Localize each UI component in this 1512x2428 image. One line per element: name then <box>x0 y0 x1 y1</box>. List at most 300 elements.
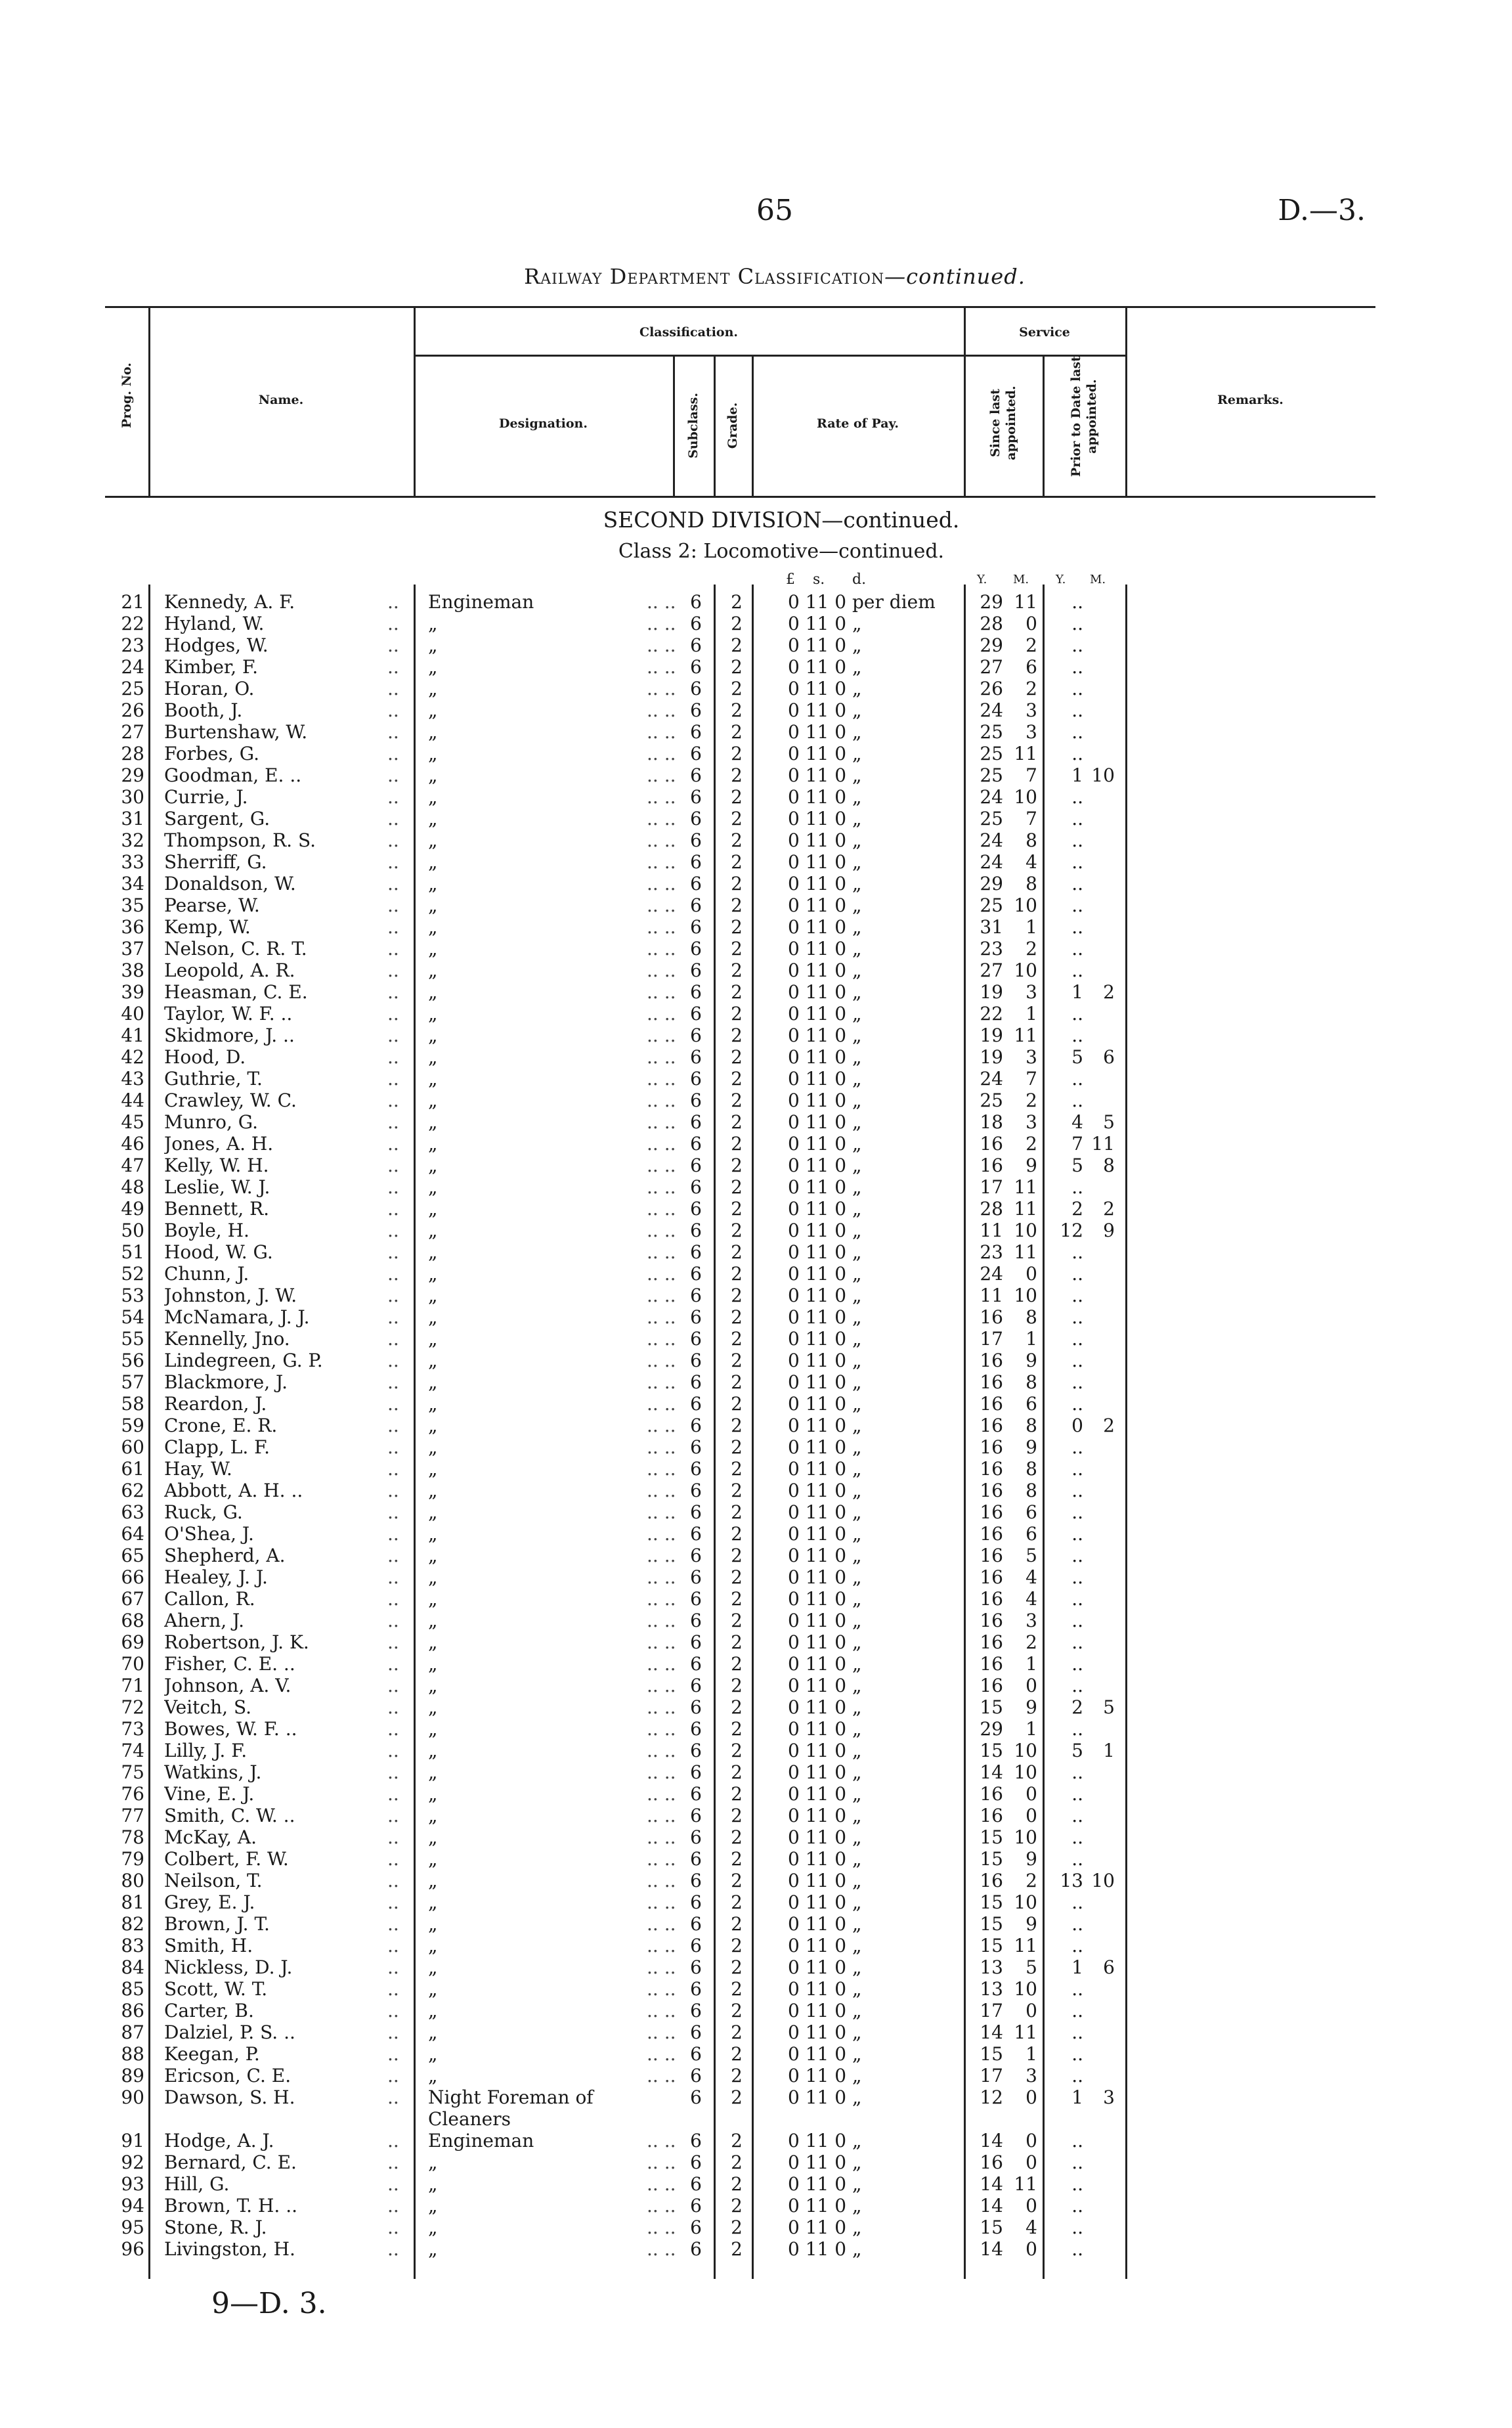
table-row <box>0 1111 1512 1134</box>
row-prior-months: 5 <box>1103 1696 1115 1718</box>
table-row <box>0 1350 1512 1372</box>
table-row <box>0 1306 1512 1329</box>
row-since-years: 25 <box>980 1090 1003 1111</box>
row-leader-dots: .. <box>387 1805 399 1826</box>
row-since-months: 7 <box>1026 764 1037 786</box>
row-designation: „ <box>428 699 438 721</box>
unit-years: Y. <box>1056 573 1066 586</box>
row-prior-years: .. <box>1071 1393 1083 1415</box>
row-since-months: 6 <box>1026 1501 1037 1523</box>
row-name: Robertson, J. K. <box>164 1631 309 1653</box>
row-subclass: 6 <box>690 1306 702 1328</box>
page-number: 65 <box>756 194 793 227</box>
row-rate-of-pay: 0 11 0 „ <box>788 1263 862 1285</box>
table-row <box>0 1566 1512 1589</box>
row-leader-dots: .. .. <box>647 1306 676 1328</box>
row-prior-months: 3 <box>1103 2086 1115 2108</box>
row-grade: 2 <box>731 1436 743 1458</box>
row-subclass: 6 <box>690 1003 702 1025</box>
row-leader-dots: .. .. <box>647 981 676 1003</box>
row-leader-dots: .. <box>387 1306 399 1328</box>
table-row <box>0 1956 1512 1979</box>
row-since-years: 16 <box>980 1133 1003 1155</box>
row-number: 25 <box>121 678 144 699</box>
row-number: 61 <box>121 1458 144 1480</box>
row-since-years: 16 <box>980 2152 1003 2173</box>
row-designation: „ <box>428 829 438 851</box>
row-since-months: 9 <box>1026 1913 1037 1935</box>
row-subclass: 6 <box>690 1523 702 1545</box>
row-leader-dots: .. .. <box>647 678 676 699</box>
row-grade: 2 <box>731 1696 743 1718</box>
row-since-months: 3 <box>1026 721 1037 743</box>
row-number: 73 <box>121 1718 144 1740</box>
row-grade: 2 <box>731 1133 743 1155</box>
row-name: Boyle, H. <box>164 1220 249 1241</box>
row-rate-of-pay: 0 11 0 „ <box>788 1285 862 1306</box>
row-number: 49 <box>121 1198 144 1220</box>
row-name: Keegan, P. <box>164 2043 260 2065</box>
row-name: Stone, R. J. <box>164 2217 267 2238</box>
row-leader-dots: .. .. <box>647 960 676 981</box>
table-row <box>0 786 1512 808</box>
row-grade: 2 <box>731 1935 743 1956</box>
row-subclass: 6 <box>690 2021 702 2043</box>
row-grade: 2 <box>731 1631 743 1653</box>
row-grade: 2 <box>731 613 743 634</box>
row-since-months: 8 <box>1026 1480 1037 1501</box>
row-rate-of-pay: 0 11 0 „ <box>788 1415 862 1436</box>
header-prior-to-date: Prior to Date last appointed. <box>1069 355 1099 477</box>
row-rate-of-pay: 0 11 0 „ <box>788 1328 862 1350</box>
row-name: Hodges, W. <box>164 634 269 656</box>
row-designation: „ <box>428 1436 438 1458</box>
table-row <box>0 1696 1512 1719</box>
table-row <box>0 960 1512 982</box>
unit-shillings: s. <box>813 571 825 588</box>
row-prior-years: .. <box>1071 1761 1083 1783</box>
row-leader-dots: .. <box>387 1870 399 1891</box>
row-leader-dots: .. .. <box>647 938 676 960</box>
row-leader-dots: .. <box>387 1198 399 1220</box>
row-since-years: 16 <box>980 1415 1003 1436</box>
row-designation: „ <box>428 1935 438 1956</box>
row-rate-of-pay: 0 11 0 „ <box>788 1653 862 1675</box>
row-number: 88 <box>121 2043 144 2065</box>
row-prior-years: .. <box>1071 1306 1083 1328</box>
row-leader-dots: .. <box>387 1545 399 1566</box>
row-since-months: 10 <box>1014 894 1037 916</box>
row-prior-years: 5 <box>1071 1155 1083 1176</box>
row-subclass: 6 <box>690 2238 702 2260</box>
row-name: McNamara, J. J. <box>164 1306 310 1328</box>
row-since-years: 16 <box>980 1805 1003 1826</box>
row-since-months: 10 <box>1014 1826 1037 1848</box>
row-name: Colbert, F. W. <box>164 1848 289 1870</box>
row-subclass: 6 <box>690 1826 702 1848</box>
row-grade: 2 <box>731 1978 743 2000</box>
row-prior-years: .. <box>1071 2043 1083 2065</box>
row-designation: „ <box>428 1068 438 1090</box>
row-prior-years: .. <box>1071 1436 1083 1458</box>
row-leader-dots: .. <box>387 2217 399 2238</box>
row-subclass: 6 <box>690 1458 702 1480</box>
row-leader-dots: .. .. <box>647 1718 676 1740</box>
row-since-months: 10 <box>1014 1978 1037 2000</box>
row-rate-of-pay: 0 11 0 „ <box>788 2043 862 2065</box>
row-leader-dots: .. <box>387 981 399 1003</box>
row-subclass: 6 <box>690 1480 702 1501</box>
row-designation: „ <box>428 1588 438 1610</box>
row-since-years: 15 <box>980 1891 1003 1913</box>
row-since-months: 4 <box>1026 1566 1037 1588</box>
row-since-months: 10 <box>1014 1891 1037 1913</box>
row-leader-dots: .. .. <box>647 1111 676 1133</box>
row-subclass: 6 <box>690 764 702 786</box>
row-designation: „ <box>428 1176 438 1198</box>
row-name: Dawson, S. H. <box>164 2086 295 2108</box>
row-number: 70 <box>121 1653 144 1675</box>
table-row <box>0 2000 1512 2022</box>
row-prior-years: .. <box>1071 1826 1083 1848</box>
row-rate-of-pay: 0 11 0 „ <box>788 1198 862 1220</box>
row-since-months: 0 <box>1026 1675 1037 1696</box>
row-number: 38 <box>121 960 144 981</box>
row-since-months: 2 <box>1026 634 1037 656</box>
table-row <box>0 1545 1512 1567</box>
row-since-months: 3 <box>1026 2065 1037 2086</box>
row-leader-dots: .. .. <box>647 1870 676 1891</box>
row-subclass: 6 <box>690 1610 702 1631</box>
row-since-months: 9 <box>1026 1350 1037 1371</box>
row-prior-months: 2 <box>1103 1415 1115 1436</box>
row-rate-of-pay: 0 11 0 „ <box>788 1935 862 1956</box>
header-prog-no: Prog. No. <box>119 363 134 428</box>
row-since-years: 19 <box>980 1046 1003 1068</box>
row-grade: 2 <box>731 1328 743 1350</box>
row-grade: 2 <box>731 1480 743 1501</box>
row-leader-dots: .. <box>387 873 399 894</box>
row-designation: „ <box>428 1978 438 2000</box>
row-prior-years: .. <box>1071 634 1083 656</box>
unit-months: M. <box>1013 573 1029 586</box>
row-since-months: 0 <box>1026 1263 1037 1285</box>
row-leader-dots: .. .. <box>647 1285 676 1306</box>
row-prior-years: 1 <box>1071 981 1083 1003</box>
row-grade: 2 <box>731 764 743 786</box>
row-number: 33 <box>121 851 144 873</box>
row-number: 51 <box>121 1241 144 1263</box>
row-prior-years: .. <box>1071 678 1083 699</box>
row-grade: 2 <box>731 1545 743 1566</box>
row-name: O'Shea, J. <box>164 1523 254 1545</box>
row-designation: „ <box>428 1848 438 1870</box>
row-subclass: 6 <box>690 2195 702 2217</box>
row-leader-dots: .. .. <box>647 2217 676 2238</box>
row-name: Watkins, J. <box>164 1761 262 1783</box>
row-since-months: 11 <box>1014 2021 1037 2043</box>
row-number: 82 <box>121 1913 144 1935</box>
row-since-months: 10 <box>1014 1220 1037 1241</box>
row-since-months: 0 <box>1026 2238 1037 2260</box>
row-designation: „ <box>428 1003 438 1025</box>
row-since-years: 16 <box>980 1480 1003 1501</box>
row-leader-dots: .. <box>387 1978 399 2000</box>
row-prior-years: 1 <box>1071 2086 1083 2108</box>
row-number: 83 <box>121 1935 144 1956</box>
row-rate-of-pay: 0 11 0 „ <box>788 1371 862 1393</box>
row-subclass: 6 <box>690 591 702 613</box>
row-name: Ahern, J. <box>164 1610 244 1631</box>
row-name: Hill, G. <box>164 2173 230 2195</box>
row-leader-dots: .. <box>387 699 399 721</box>
table-row <box>0 1458 1512 1480</box>
row-number: 53 <box>121 1285 144 1306</box>
row-number: 69 <box>121 1631 144 1653</box>
row-since-years: 29 <box>980 591 1003 613</box>
row-rate-of-pay: 0 11 0 „ <box>788 1111 862 1133</box>
title-main: Railway Department Classification <box>524 264 885 289</box>
row-prior-years: 5 <box>1071 1740 1083 1761</box>
row-designation: „ <box>428 613 438 634</box>
row-prior-years: .. <box>1071 1545 1083 1566</box>
row-grade: 2 <box>731 656 743 678</box>
row-since-months: 11 <box>1014 1935 1037 1956</box>
table-row <box>0 1891 1512 1914</box>
row-since-years: 15 <box>980 1848 1003 1870</box>
row-grade: 2 <box>731 1566 743 1588</box>
row-number: 48 <box>121 1176 144 1198</box>
row-rate-of-pay: 0 11 0 „ <box>788 678 862 699</box>
row-number: 95 <box>121 2217 144 2238</box>
row-subclass: 6 <box>690 1566 702 1588</box>
table-row <box>0 699 1512 722</box>
row-grade: 2 <box>731 1068 743 1090</box>
row-since-months: 7 <box>1026 1068 1037 1090</box>
row-leader-dots: .. <box>387 1826 399 1848</box>
row-prior-years: .. <box>1071 851 1083 873</box>
row-name: Thompson, R. S. <box>164 829 316 851</box>
row-prior-years: .. <box>1071 1610 1083 1631</box>
row-number: 62 <box>121 1480 144 1501</box>
row-since-months: 0 <box>1026 2152 1037 2173</box>
row-since-years: 13 <box>980 1978 1003 2000</box>
row-leader-dots: .. .. <box>647 1696 676 1718</box>
row-leader-dots: .. <box>387 1761 399 1783</box>
classification-rule <box>414 355 964 357</box>
table-row <box>0 2217 1512 2239</box>
row-prior-years: .. <box>1071 1653 1083 1675</box>
table-row <box>0 1328 1512 1350</box>
row-leader-dots: .. .. <box>647 1436 676 1458</box>
row-leader-dots: .. .. <box>647 1198 676 1220</box>
row-grade: 2 <box>731 1176 743 1198</box>
row-designation: „ <box>428 1220 438 1241</box>
table-row <box>0 1675 1512 1697</box>
row-grade: 2 <box>731 721 743 743</box>
row-leader-dots: .. .. <box>647 1566 676 1588</box>
row-number: 77 <box>121 1805 144 1826</box>
table-row <box>0 1393 1512 1415</box>
row-name: Skidmore, J. .. <box>164 1025 295 1046</box>
row-prior-years: .. <box>1071 1913 1083 1935</box>
row-rate-of-pay: 0 11 0 „ <box>788 1870 862 1891</box>
row-leader-dots: .. .. <box>647 2021 676 2043</box>
row-since-months: 8 <box>1026 1306 1037 1328</box>
table-row <box>0 1263 1512 1285</box>
row-subclass: 6 <box>690 1935 702 1956</box>
row-designation: „ <box>428 873 438 894</box>
row-leader-dots: .. .. <box>647 1263 676 1285</box>
row-rate-of-pay: 0 11 0 „ <box>788 2195 862 2217</box>
row-since-months: 3 <box>1026 1046 1037 1068</box>
row-designation: „ <box>428 960 438 981</box>
table-row <box>0 851 1512 873</box>
row-since-months: 5 <box>1026 1956 1037 1978</box>
row-rate-of-pay: 0 11 0 „ <box>788 1913 862 1935</box>
row-number: 68 <box>121 1610 144 1631</box>
row-leader-dots: .. <box>387 743 399 764</box>
row-rate-of-pay: 0 11 0 „ <box>788 1978 862 2000</box>
row-since-years: 24 <box>980 851 1003 873</box>
row-leader-dots: .. <box>387 613 399 634</box>
title-continued: —continued. <box>884 264 1026 289</box>
row-prior-years: 5 <box>1071 1046 1083 1068</box>
row-since-years: 29 <box>980 1718 1003 1740</box>
row-name: Leslie, W. J. <box>164 1176 270 1198</box>
row-number: 45 <box>121 1111 144 1133</box>
table-row <box>0 1436 1512 1459</box>
row-prior-years: .. <box>1071 2021 1083 2043</box>
row-since-years: 16 <box>980 1783 1003 1805</box>
row-designation: „ <box>428 1046 438 1068</box>
row-prior-years: .. <box>1071 1501 1083 1523</box>
row-prior-years: .. <box>1071 591 1083 613</box>
header-divider <box>1043 355 1045 498</box>
row-grade: 2 <box>731 1653 743 1675</box>
row-prior-years: .. <box>1071 2173 1083 2195</box>
table-row <box>0 1025 1512 1047</box>
row-rate-of-pay: 0 11 0 „ <box>788 1501 862 1523</box>
row-designation: „ <box>428 678 438 699</box>
row-since-years: 15 <box>980 2043 1003 2065</box>
row-prior-years: .. <box>1071 1566 1083 1588</box>
row-leader-dots: .. <box>387 1328 399 1350</box>
row-designation: „ <box>428 656 438 678</box>
row-leader-dots: .. .. <box>647 1805 676 1826</box>
row-since-years: 14 <box>980 2195 1003 2217</box>
row-since-years: 26 <box>980 678 1003 699</box>
row-since-years: 16 <box>980 1631 1003 1653</box>
row-grade: 2 <box>731 2043 743 2065</box>
row-grade: 2 <box>731 1891 743 1913</box>
row-leader-dots: .. .. <box>647 2043 676 2065</box>
row-designation: „ <box>428 1501 438 1523</box>
row-leader-dots: .. <box>387 1263 399 1285</box>
row-prior-years: 1 <box>1071 1956 1083 1978</box>
row-prior-years: .. <box>1071 873 1083 894</box>
row-grade: 2 <box>731 1111 743 1133</box>
row-leader-dots: .. <box>387 1458 399 1480</box>
row-since-months: 10 <box>1014 1285 1037 1306</box>
row-since-years: 24 <box>980 829 1003 851</box>
row-subclass: 6 <box>690 1371 702 1393</box>
header-rate-of-pay: Rate of Pay. <box>816 416 899 431</box>
row-since-months: 10 <box>1014 786 1037 808</box>
row-prior-years: .. <box>1071 1978 1083 2000</box>
row-prior-years: .. <box>1071 1675 1083 1696</box>
row-since-months: 2 <box>1026 938 1037 960</box>
row-leader-dots: .. <box>387 1848 399 1870</box>
row-leader-dots: .. .. <box>647 1480 676 1501</box>
row-rate-of-pay: 0 11 0 „ <box>788 1068 862 1090</box>
row-prior-years: .. <box>1071 1935 1083 1956</box>
row-subclass: 6 <box>690 1588 702 1610</box>
row-number: 42 <box>121 1046 144 1068</box>
row-number: 52 <box>121 1263 144 1285</box>
row-designation: „ <box>428 1610 438 1631</box>
row-subclass: 6 <box>690 2130 702 2152</box>
table-row <box>0 1978 1512 2000</box>
row-since-years: 15 <box>980 1740 1003 1761</box>
row-rate-of-pay: 0 11 0 „ <box>788 1480 862 1501</box>
row-grade: 2 <box>731 634 743 656</box>
row-leader-dots: .. <box>387 2238 399 2260</box>
row-grade: 2 <box>731 591 743 613</box>
row-designation: „ <box>428 1285 438 1306</box>
row-since-years: 14 <box>980 2173 1003 2195</box>
row-number: 47 <box>121 1155 144 1176</box>
section-identifier: D.—3. <box>1278 194 1366 227</box>
division-heading: SECOND DIVISION—continued. <box>603 507 960 533</box>
row-designation: „ <box>428 2195 438 2217</box>
row-since-years: 17 <box>980 2000 1003 2021</box>
row-prior-months: 9 <box>1103 1220 1115 1241</box>
row-since-months: 11 <box>1014 743 1037 764</box>
row-subclass: 6 <box>690 1220 702 1241</box>
row-leader-dots: .. <box>387 1090 399 1111</box>
row-since-years: 16 <box>980 1870 1003 1891</box>
row-leader-dots: .. <box>387 1155 399 1176</box>
row-number: 56 <box>121 1350 144 1371</box>
row-leader-dots: .. <box>387 1740 399 1761</box>
row-subclass: 6 <box>690 2173 702 2195</box>
row-number: 91 <box>121 2130 144 2152</box>
table-row <box>0 1653 1512 1675</box>
row-grade: 2 <box>731 1220 743 1241</box>
row-prior-years: .. <box>1071 1003 1083 1025</box>
row-leader-dots: .. <box>387 1350 399 1371</box>
row-subclass: 6 <box>690 808 702 829</box>
table-row <box>0 1285 1512 1307</box>
row-prior-years: .. <box>1071 1523 1083 1545</box>
row-grade: 2 <box>731 1025 743 1046</box>
table-row <box>0 1935 1512 1957</box>
row-number: 71 <box>121 1675 144 1696</box>
row-since-months: 11 <box>1014 1198 1037 1220</box>
row-leader-dots: .. <box>387 1913 399 1935</box>
row-prior-years: .. <box>1071 1241 1083 1263</box>
row-leader-dots: .. .. <box>647 1848 676 1870</box>
row-since-years: 25 <box>980 808 1003 829</box>
row-name: Currie, J. <box>164 786 248 808</box>
table-row <box>0 743 1512 765</box>
row-subclass: 6 <box>690 1133 702 1155</box>
row-grade: 2 <box>731 829 743 851</box>
row-rate-of-pay: 0 11 0 „ <box>788 699 862 721</box>
row-name: Smith, H. <box>164 1935 253 1956</box>
row-rate-of-pay: 0 11 0 „ <box>788 1545 862 1566</box>
